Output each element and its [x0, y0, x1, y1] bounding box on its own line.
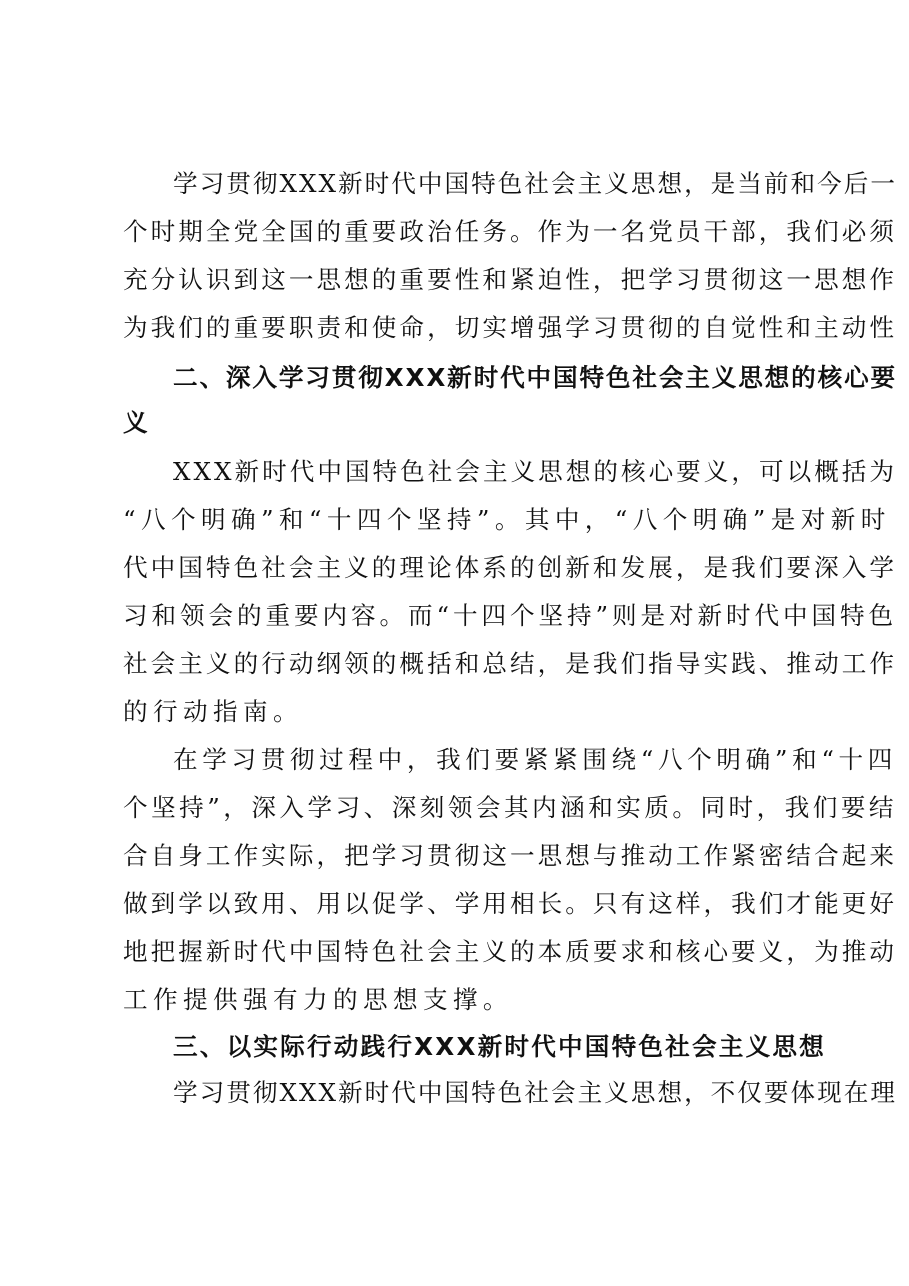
paragraph-4-line-1: 学习贯彻XXX新时代中国特色社会主义思想，不仅要体现在理 — [173, 1078, 897, 1107]
paragraph-2-line-5: 社会主义的行动纲领的概括和总结，是我们指导实践、推动工作 — [123, 649, 897, 678]
paragraph-3-line-1: 在学习贯彻过程中，我们要紧紧围绕“八个明确”和“十四 — [173, 745, 897, 774]
section-heading-3: 三、以实际行动践行XXX新时代中国特色社会主义思想 — [173, 1032, 826, 1061]
paragraph-3-line-3: 合自身工作实际，把学习贯彻这一思想与推动工作紧密结合起来 — [123, 841, 897, 870]
paragraph-2-line-4: 习和领会的重要内容。而“十四个坚持”则是对新时代中国特色 — [123, 601, 897, 630]
paragraph-3-line-4: 做到学以致用、用以促学、学用相长。只有这样，我们才能更好 — [123, 889, 897, 918]
paragraph-1-line-3: 充分认识到这一思想的重要性和紧迫性，把学习贯彻这一思想作 — [123, 265, 897, 294]
section-heading-2-line-1: 二、深入学习贯彻XXX新时代中国特色社会主义思想的核心要 — [173, 363, 897, 392]
paragraph-3-line-5: 地把握新时代中国特色社会主义的本质要求和核心要义，为推动 — [123, 937, 897, 966]
paragraph-3-line-2: 个坚持”，深入学习、深刻领会其内涵和实质。同时，我们要结 — [123, 793, 897, 822]
paragraph-2-line-3: 代中国特色社会主义的理论体系的创新和发展，是我们要深入学 — [123, 553, 897, 582]
paragraph-1-line-1: 学习贯彻XXX新时代中国特色社会主义思想，是当前和今后一 — [173, 169, 897, 198]
section-heading-2-line-2: 义 — [123, 408, 150, 437]
paragraph-2-line-2: “八个明确”和“十四个坚持”。其中，“八个明确”是对新时 — [123, 505, 891, 534]
paragraph-1-line-4: 为我们的重要职责和使命，切实增强学习贯彻的自觉性和主动性 — [123, 313, 897, 342]
paragraph-2-line-6: 的行动指南。 — [123, 697, 303, 726]
paragraph-2-line-1: XXX新时代中国特色社会主义思想的核心要义，可以概括为 — [173, 457, 897, 486]
paragraph-1-line-2: 个时期全党全国的重要政治任务。作为一名党员干部，我们必须 — [123, 217, 897, 246]
paragraph-3-line-6: 工作提供强有力的思想支撑。 — [123, 985, 513, 1014]
